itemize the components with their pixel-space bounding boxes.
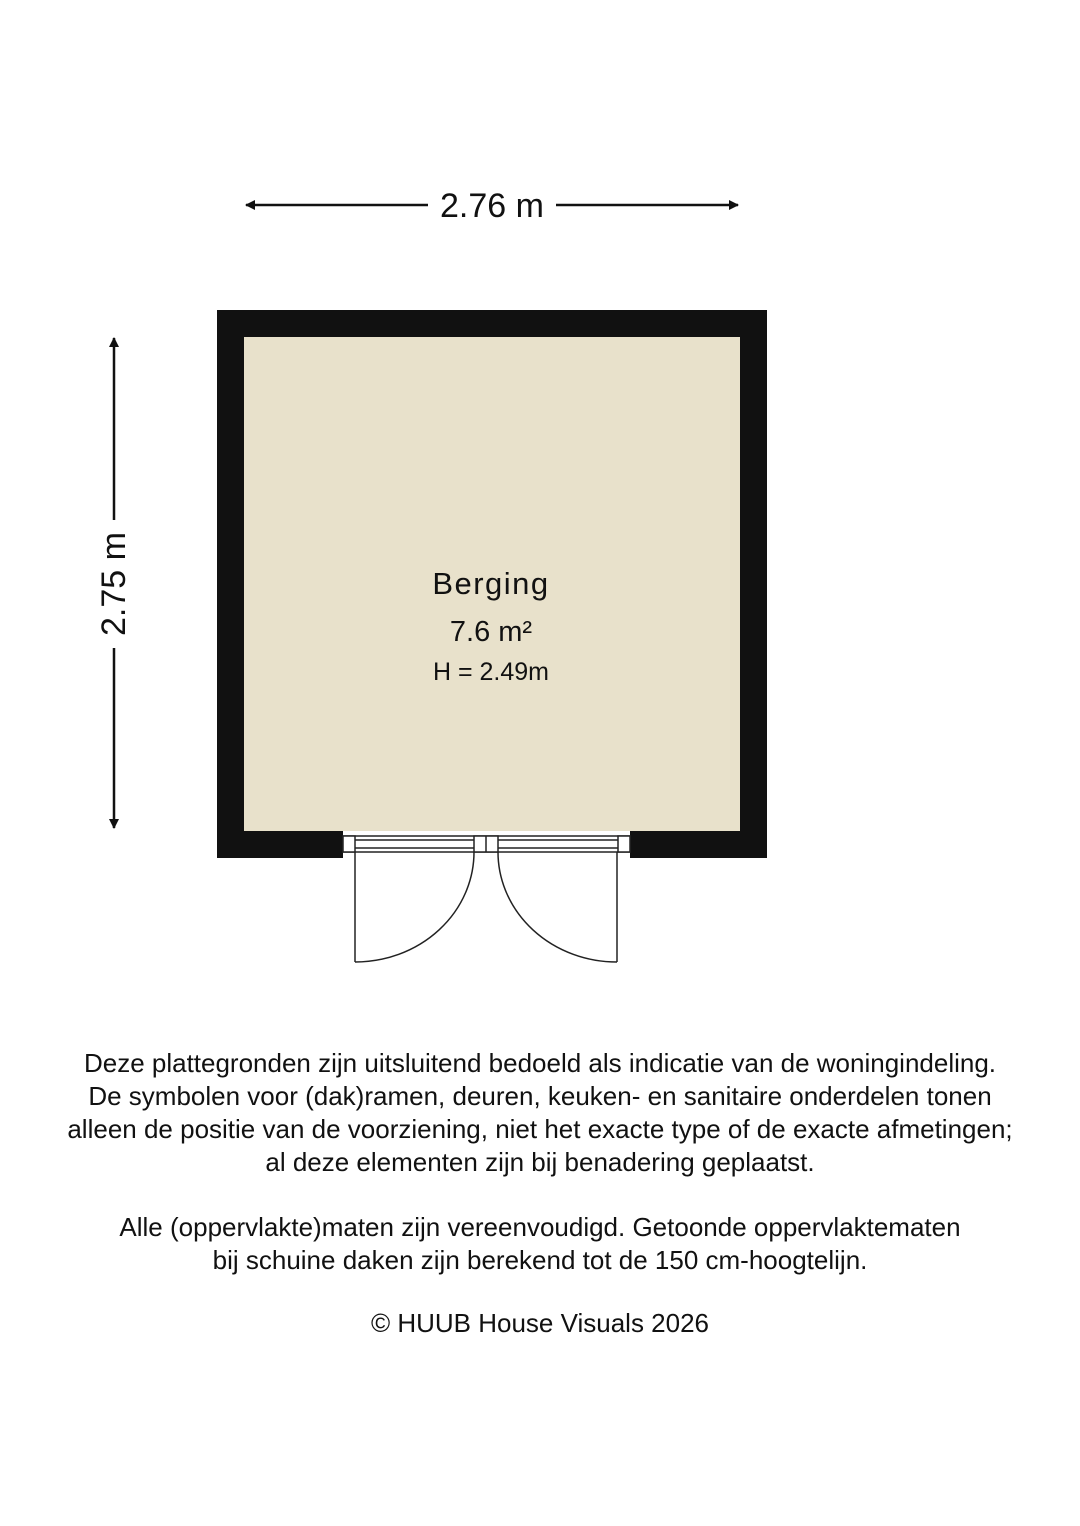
disclaimer-paragraph-1 <box>0 1047 1080 1179</box>
disclaimer-line: al deze elementen zijn bij benadering geplaatst. <box>265 1147 815 1177</box>
disclaimer-line: alleen de positie van de voorziening, niet het exacte type of de exacte afmetingen; <box>67 1114 1013 1144</box>
copyright-notice <box>0 1307 1080 1340</box>
disclaimer-line: De symbolen voor (dak)ramen, deuren, keuken- en sanitaire onderdelen tonen <box>88 1081 992 1111</box>
room-name: Berging <box>432 566 550 601</box>
disclaimer-line: bij schuine daken zijn berekend tot de 150 cm-hoogtelijn. <box>212 1245 868 1275</box>
wall-bottom-left <box>217 831 343 858</box>
copyright-text: © HUUB House Visuals 2026 <box>370 1308 710 1338</box>
disclaimer-line: Deze plattegronden zijn uitsluitend bedoeld als indicatie van de woningindeling. <box>83 1048 997 1078</box>
wall-left <box>217 310 244 858</box>
height-dimension <box>95 338 133 828</box>
wall-bottom-right <box>630 831 767 858</box>
room-area: 7.6 m² <box>449 616 533 648</box>
double-door-icon <box>343 836 630 962</box>
wall-right <box>740 310 767 858</box>
disclaimer-line: Alle (oppervlakte)maten zijn vereenvoudigd. Getoonde oppervlaktematen <box>119 1212 961 1242</box>
room-ceiling-height: H = 2.49m <box>432 658 550 686</box>
height-dimension-label: 2.75 m <box>95 532 133 636</box>
width-dimension-label: 2.76 m <box>440 187 544 225</box>
wall-top <box>217 310 767 337</box>
disclaimer-paragraph-2 <box>0 1211 1080 1277</box>
width-dimension <box>246 187 738 225</box>
